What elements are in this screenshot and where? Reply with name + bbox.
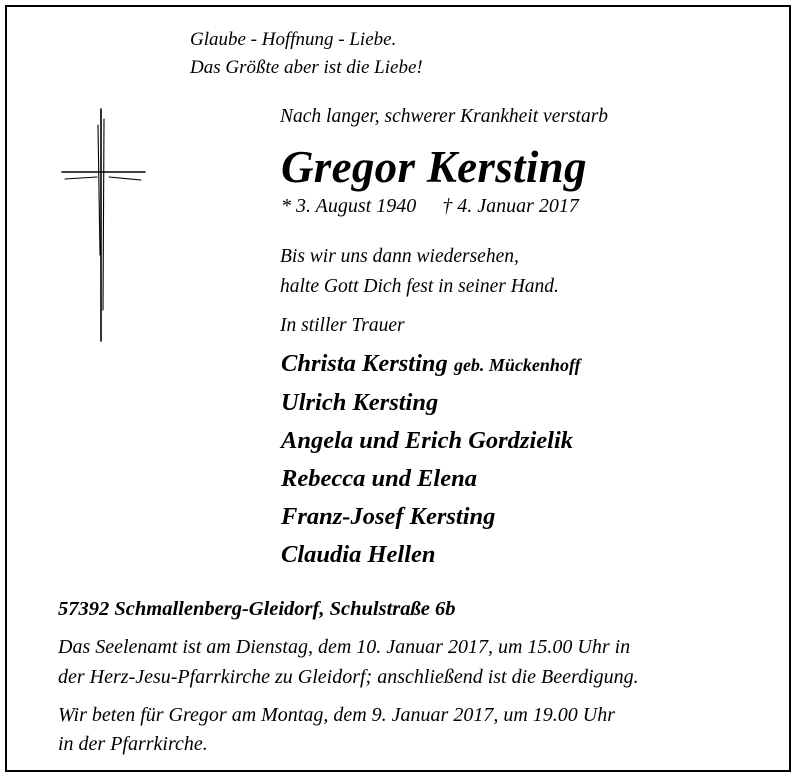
mourner-name: Franz-Josef Kersting <box>281 503 496 530</box>
mourner-5 <box>281 503 495 531</box>
family-address: 57392 Schmallenberg-Gleidorf, Schulstraße 6b <box>58 598 456 620</box>
service-line-2: der Herz-Jesu-Pfarrkirche zu Gleidorf; anschließend ist die Beerdigung. <box>58 666 639 688</box>
motto-line-2: Das Größte aber ist die Liebe! <box>190 57 423 78</box>
mourner-name: Claudia Hellen <box>281 541 436 568</box>
mourner-note: geb. Mückenhoff <box>453 355 581 375</box>
life-dates <box>281 195 579 218</box>
birth-date: * 3. August 1940 <box>281 195 417 217</box>
intro-text: Nach langer, schwerer Krankheit verstarb <box>280 106 609 127</box>
mourning-intro: In stiller Trauer <box>280 315 405 336</box>
cross-icon <box>55 105 150 345</box>
prayer-line-2: in der Pfarrkirche. <box>58 733 208 755</box>
mourner-name: Rebecca und Elena <box>281 465 477 492</box>
mourner-6 <box>281 541 436 569</box>
mourner-1 <box>281 350 581 378</box>
motto-line-1: Glaube - Hoffnung - Liebe. <box>190 29 397 50</box>
mourner-4 <box>281 465 477 493</box>
mourner-name: Angela und Erich Gordzielik <box>281 427 574 454</box>
mourner-2 <box>281 389 438 417</box>
mourner-3 <box>281 427 573 455</box>
service-line-1: Das Seelenamt ist am Dienstag, dem 10. Januar 2017, um 15.00 Uhr in <box>58 636 631 658</box>
mourner-name: Christa Kersting <box>281 350 448 377</box>
prayer-line-1: Wir beten für Gregor am Montag, dem 9. Januar 2017, um 19.00 Uhr <box>58 704 616 726</box>
mourner-name: Ulrich Kersting <box>281 389 439 416</box>
verse-line-1: Bis wir uns dann wiedersehen, <box>280 246 519 267</box>
verse-line-2: halte Gott Dich fest in seiner Hand. <box>280 276 559 297</box>
death-date: † 4. Januar 2017 <box>442 195 579 217</box>
deceased-name: Gregor Kersting <box>281 142 587 192</box>
